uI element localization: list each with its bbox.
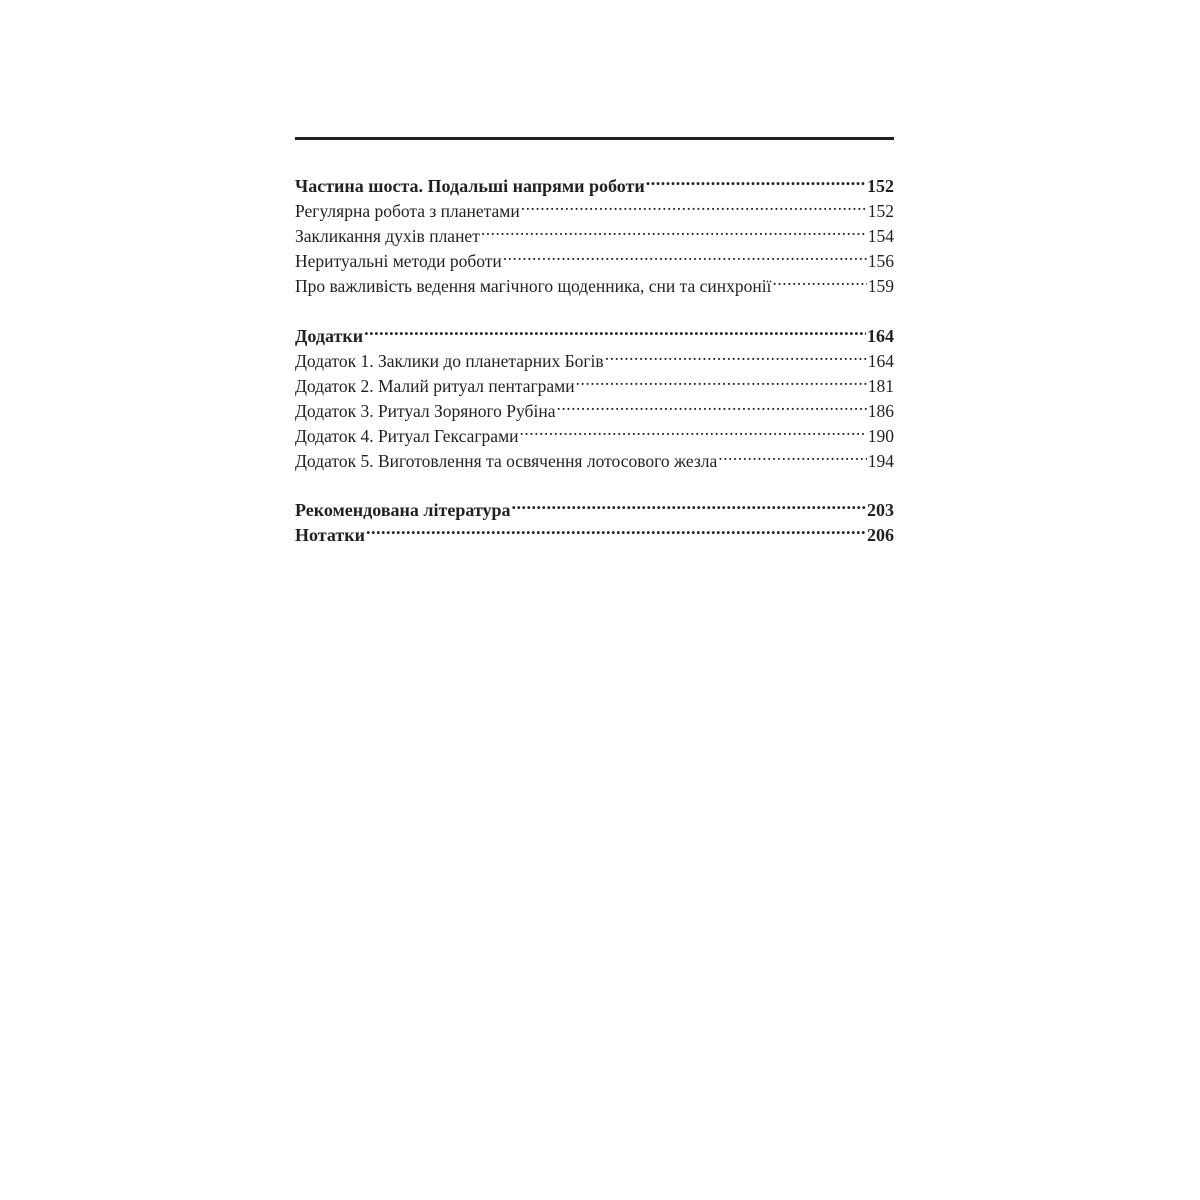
toc-item-title: Регулярна робота з планетами: [295, 201, 520, 221]
toc-item-page: 186: [867, 401, 894, 421]
toc-item-page: 154: [867, 226, 894, 246]
dot-leader: [772, 267, 866, 292]
dot-leader: [520, 417, 867, 442]
dot-leader: [718, 442, 867, 467]
dot-leader: [481, 217, 867, 242]
toc-item-page: 152: [867, 201, 894, 221]
toc-heading-page: 164: [867, 326, 894, 346]
toc-item-title: Додаток 5. Виготовлення та освячення лотосового жезла: [295, 451, 718, 471]
toc-item-page: 164: [867, 351, 894, 371]
toc-section-recommended-literature: [295, 491, 894, 520]
toc-heading: [295, 317, 894, 346]
dot-leader: [366, 516, 866, 541]
toc-item-title: Закликання духів планет: [295, 226, 480, 246]
toc-heading-title: Частина шоста. Подальші напрями роботи: [295, 176, 645, 196]
toc-item-page: 156: [867, 251, 894, 271]
toc-item-page: 190: [867, 426, 894, 446]
toc-section-notes: [295, 516, 894, 545]
toc-heading-title: Рекомендована література: [295, 500, 511, 520]
toc-heading-page: 206: [867, 525, 894, 545]
toc-item-title: Додаток 1. Заклики до планетарних Богів: [295, 351, 604, 371]
dot-leader: [576, 367, 867, 392]
toc-item-title: Про важливість ведення магічного щоденника, сни та синхронії: [295, 276, 772, 296]
toc-heading: [295, 167, 894, 196]
dot-leader: [605, 342, 867, 367]
toc-heading: [295, 491, 894, 520]
toc-item-page: 194: [867, 451, 894, 471]
toc-heading-page: 203: [867, 500, 894, 520]
toc-section-part-six: [295, 167, 894, 296]
table-of-contents: [295, 167, 894, 545]
top-rule: [295, 137, 894, 140]
toc-item-page: 159: [867, 276, 894, 296]
toc-heading-title: Додатки: [295, 326, 364, 346]
dot-leader: [503, 242, 867, 267]
toc-heading-title: Нотатки: [295, 525, 365, 545]
dot-leader: [364, 317, 866, 342]
toc-item-title: Додаток 4. Ритуал Гексаграми: [295, 426, 519, 446]
dot-leader: [556, 392, 866, 417]
toc-item-page: 181: [867, 376, 894, 396]
dot-leader: [646, 167, 866, 192]
dot-leader: [512, 491, 867, 516]
dot-leader: [521, 192, 867, 217]
toc-section-appendices: [295, 317, 894, 471]
toc-item: [295, 342, 894, 371]
toc-item-title: Додаток 3. Ритуал Зоряного Рубіна: [295, 401, 556, 421]
toc-heading: [295, 516, 894, 545]
toc-item-title: Неритуальні методи роботи: [295, 251, 502, 271]
toc-heading-page: 152: [867, 176, 894, 196]
toc-item-title: Додаток 2. Малий ритуал пентаграми: [295, 376, 575, 396]
